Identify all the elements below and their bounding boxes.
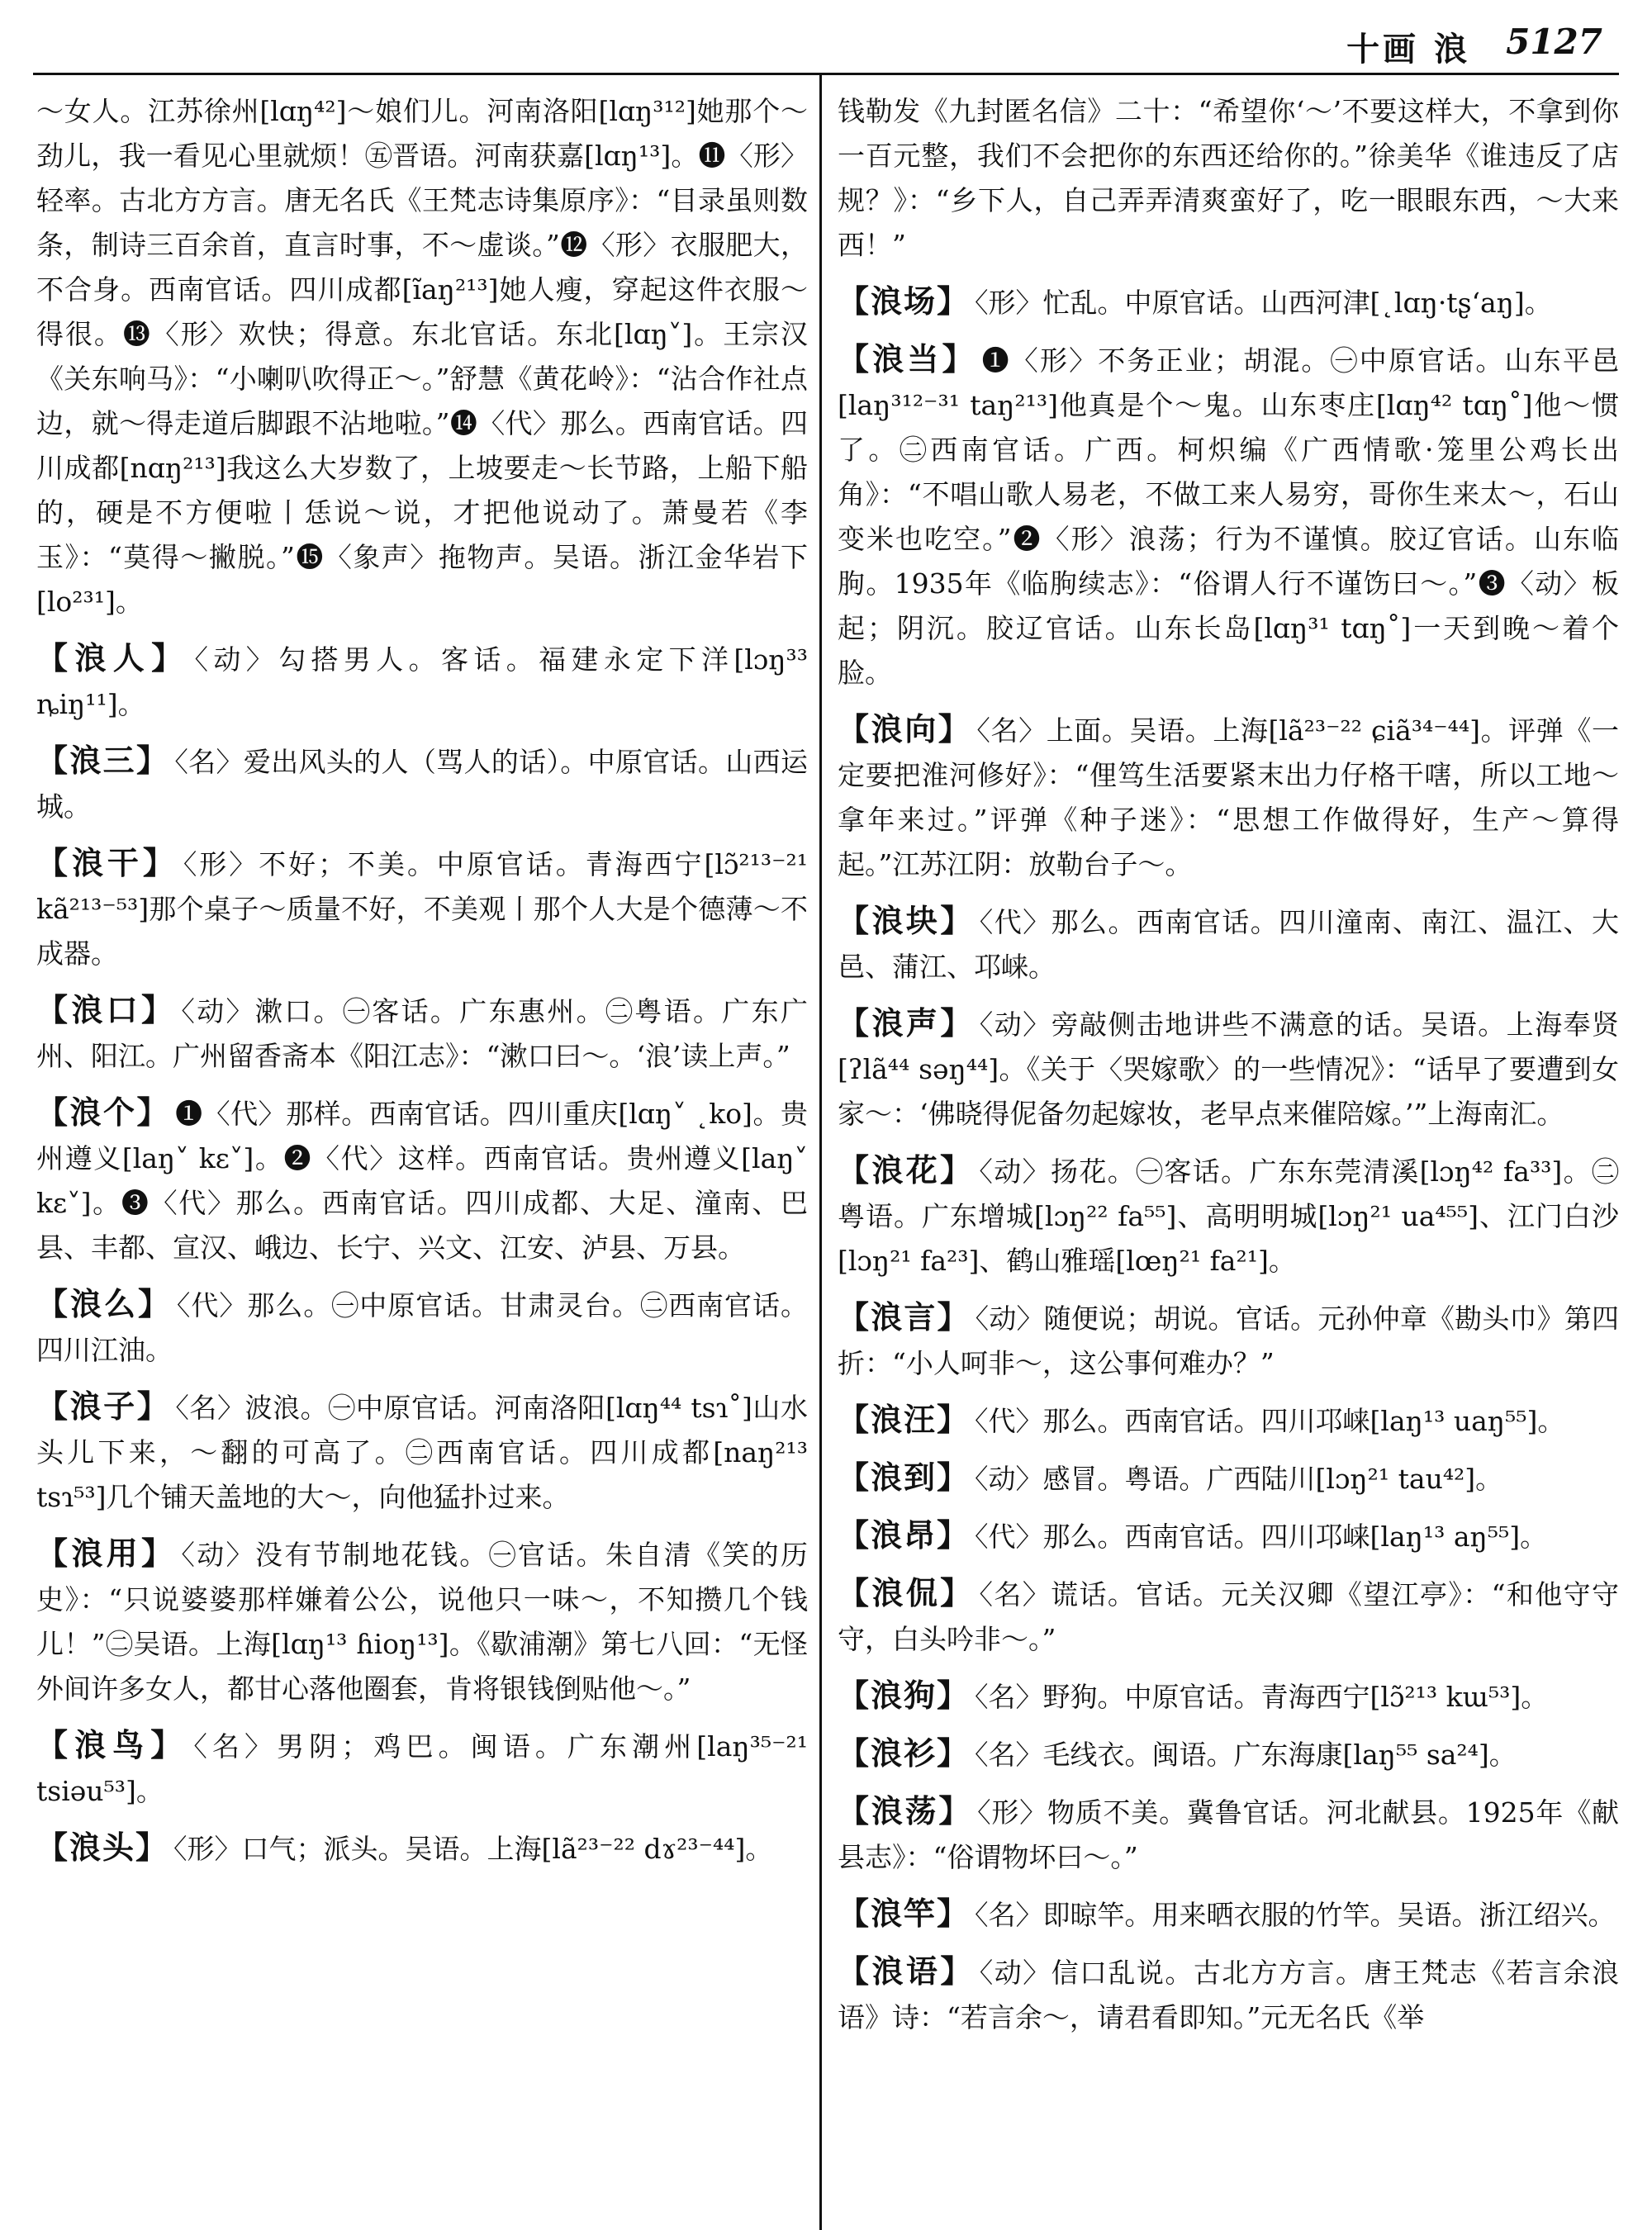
entry-headword: 【浪头】 (36, 1829, 169, 1866)
entry-definition: 〈名〉爱出风头的人（骂人的话）。中原官话。山西运城。 (36, 746, 808, 823)
entry-headword: 【浪三】 (36, 743, 170, 779)
entry-definition: 〈名〉野狗。中原官话。青海西宁[lɔ̃²¹³ kɯ⁵³]。 (975, 1681, 1549, 1713)
dictionary-entry (36, 738, 808, 829)
entry-definition: 〈动〉没有节制地花钱。㊀官话。朱自清《笑的历史》：“只说婆婆那样嫌着公公，说他只一味～，不知攒几个钱儿！”㊁吴语。上海[lɑŋ¹³ ɦioŋ¹³]。《歇浦潮》第七八回：“无怪外间许多女人，都甘心落他圈套，肯将银钱倒贴他～。” (36, 1539, 808, 1705)
entry-headword: 【浪向】 (838, 711, 972, 747)
dictionary-entry (36, 988, 808, 1079)
entry-headword: 【浪块】 (838, 903, 975, 939)
entry-headword: 【浪场】 (838, 283, 971, 320)
entry-definition: ❶〈代〉那样。西南官话。四川重庆[lɑŋ˅ ˛ko]。贵州遵义[laŋ˅ kɛ˅]。❷〈代〉这样。西南官话。贵州遵义[laŋ˅ kɛ˅]。❸〈代〉那么。西南官话。四川成都、大足、潼南、巴县、丰都、宣汉、峨边、长宁、兴文、江安、泸县、万县。 (36, 1098, 808, 1264)
entry-definition: 〈名〉波浪。㊀中原官话。河南洛阳[lɑŋ⁴⁴ tsɿ˚]山水头儿下来，～翻的可高了。㊁西南官话。四川成都[naŋ²¹³ tsɿ⁵³]几个铺天盖地的大～，向他猛扑过来。 (36, 1392, 808, 1513)
column-divider (819, 73, 822, 2230)
entry-definition: 〈动〉扬花。㊀客话。广东东莞清溪[lɔŋ⁴² fa³³]。㊁粤语。广东增城[lɔŋ²² fa⁵⁵]、高明明城[lɔŋ²¹ ua⁴⁵⁵]、江门白沙[lɔŋ²¹ fa²³]、鹤山雅瑶[lœŋ²¹ fa²¹]。 (838, 1155, 1619, 1277)
dictionary-entry (838, 1789, 1619, 1880)
entry-headword: 【浪衫】 (838, 1735, 971, 1772)
dictionary-entry (838, 1455, 1619, 1502)
dictionary-entry (36, 1531, 808, 1711)
dictionary-entry (838, 899, 1619, 989)
running-head: 十画 浪 (1346, 30, 1470, 69)
entry-headword: 【浪用】 (36, 1535, 177, 1572)
page-header (0, 15, 1652, 73)
entry-definition: 〈动〉信口乱说。古北方方言。唐王梵志《若言余浪语》诗：“若言余～，请君看即知。”元无名氏《举 (838, 1957, 1619, 2033)
entry-definition: 〈代〉那么。西南官话。四川潼南、南江、温江、大邑、蒲江、邛崃。 (838, 906, 1619, 983)
entry-headword: 【浪侃】 (838, 1575, 975, 1611)
dictionary-entry (838, 1295, 1619, 1386)
entry-definition: 〈形〉不好；不美。中原官话。青海西宁[lɔ̃²¹³⁻²¹ kã²¹³⁻⁵³]那个桌子～质量不好，不美观丨那个人大是个德薄～不成器。 (36, 848, 808, 970)
entry-definition: 〈名〉毛线衣。闽语。广东海康[laŋ⁵⁵ sa²⁴]。 (975, 1739, 1517, 1771)
dictionary-entry (36, 636, 808, 727)
dictionary-entry (838, 1397, 1619, 1444)
entry-headword: 【浪言】 (838, 1299, 971, 1336)
dictionary-entry (838, 1731, 1619, 1777)
entry-headword: 【浪人】 (36, 640, 190, 676)
entry-definition: 〈代〉那么。西南官话。四川邛崃[laŋ¹³ aŋ⁵⁵]。 (975, 1521, 1548, 1553)
entry-definition: 〈代〉那么。西南官话。四川邛崃[laŋ¹³ uaŋ⁵⁵]。 (975, 1405, 1565, 1437)
dictionary-entry (838, 1513, 1619, 1559)
entry-headword: 【浪子】 (36, 1388, 171, 1425)
dictionary-entry (838, 1571, 1619, 1662)
dictionary-entry (838, 1148, 1619, 1283)
entry-headword: 【浪当】 (838, 341, 977, 377)
dictionary-entry (36, 1090, 808, 1270)
entry-definition: 〈名〉男阴；鸡巴。闽语。广东潮州[laŋ³⁵⁻²¹ tsiəu⁵³]。 (36, 1730, 808, 1807)
dictionary-entry (838, 707, 1619, 887)
entry-headword: 【浪汪】 (838, 1402, 971, 1438)
dictionary-entry (838, 337, 1619, 695)
entry-headword: 【浪么】 (36, 1286, 172, 1322)
entry-definition: 〈名〉上面。吴语。上海[lã²³⁻²² ɕiã³⁴⁻⁴⁴]。评弹《一定要把淮河修好》：“俚笃生活要紧末出力仔格干嗐，所以工地～拿年来过。”评弹《种子迷》：“思想工作做得好，生产～算得起。”江苏江阴：放勒台子～。 (838, 714, 1619, 880)
dictionary-entry (36, 1723, 808, 1814)
entry-definition: 〈形〉忙乱。中原官话。山西河津[˛lɑŋ·tʂʻaŋ]。 (975, 287, 1552, 319)
dictionary-entry (36, 1282, 808, 1373)
entry-headword: 【浪狗】 (838, 1677, 971, 1714)
dictionary-entry (838, 1949, 1619, 2040)
entry-definition: 〈名〉谎话。官话。元关汉卿《望江亭》：“和他守守守，白头吟非～。” (838, 1578, 1619, 1655)
entry-headword: 【浪鸟】 (36, 1727, 189, 1763)
entry-headword: 【浪花】 (838, 1152, 975, 1189)
entry-definition: 〈形〉口气；派头。吴语。上海[lã²³⁻²² dɤ²³⁻⁴⁴]。 (173, 1833, 773, 1865)
dictionary-entry (36, 841, 808, 976)
entry-headword: 【浪竿】 (838, 1896, 971, 1932)
continued-entry-text: ～女人。江苏徐州[lɑŋ⁴²]～娘们儿。河南洛阳[lɑŋ³¹²]她那个～劲儿，我一看见心里就烦！㊄晋语。河南获嘉[lɑŋ¹³]。⓫〈形〉轻率。古北方方言。唐无名氏《王梵志诗集原序》：“目录虽则数条，制诗三百余首，直言时事，不～虚谈。”⓬〈形〉衣服肥大，不合身。西南官话。四川成都[ĩaŋ²¹³]她人瘦，穿起这件衣服～得很。⓭〈形〉欢快；得意。东北官话。东北[lɑŋ˅]。王宗汉《关东响马》：“小喇叭吹得正～。”舒慧《黄花岭》：“沾合作社点边，就～得走道后脚跟不沾地啦。”⓮〈代〉那么。西南官话。四川成都[nɑŋ²¹³]我这么大岁数了，上坡要走～长节路，上船下船的，硬是不方便啦丨恁说～说，才把他说动了。萧曼若《李玉》：“莫得～撇脱。”⓯〈象声〉拖物声。吴语。浙江金华岩下[lo²³¹]。 (36, 95, 808, 618)
dictionary-entry (838, 1001, 1619, 1136)
dictionary-entry (838, 1673, 1619, 1720)
entry-definition: 〈动〉勾搭男人。客话。福建永定下洋[lɔŋ³³ ȵiŋ¹¹]。 (36, 643, 808, 720)
entry-definition: 〈动〉漱口。㊀客话。广东惠州。㊁粤语。广东广州、阳江。广州留香斋本《阳江志》：“漱口曰～。‘浪’读上声。” (36, 995, 808, 1072)
dictionary-entry (36, 1825, 808, 1872)
entry-definition: 〈动〉随便说；胡说。官话。元孙仲章《勘头巾》第四折：“小人呵非～，这公事何难办？” (838, 1302, 1619, 1379)
left-column (36, 89, 808, 2213)
entry-headword: 【浪到】 (838, 1459, 971, 1496)
entry-headword: 【浪声】 (838, 1005, 975, 1041)
entry-headword: 【浪荡】 (838, 1793, 973, 1829)
header-rule (33, 73, 1619, 75)
continued-entry-text: 钱勒发《九封匿名信》二十：“希望你‘～’不要这样大，不拿到你一百元整，我们不会把你的东西还给你的。”徐美华《谁违反了店规？》：“乡下人，自己弄弄清爽蛮好了，吃一眼眼东西，～大来西！” (838, 95, 1619, 261)
entry-headword: 【浪昂】 (838, 1517, 971, 1554)
dictionary-entry (36, 1384, 808, 1520)
entry-definition: ❶〈形〉不务正业；胡混。㊀中原官话。山东平邑[laŋ³¹²⁻³¹ taŋ²¹³]他真是个～鬼。山东枣庄[lɑŋ⁴² tɑŋ˚]他～惯了。㊁西南官话。广西。柯炽编《广西情歌·笼里公鸡长出角》：“不唱山歌人易老，不做工来人易穷，哥你生来太～，石山变米也吃空。”❷〈形〉浪荡；行为不谨慎。胶辽官话。山东临朐。1935年《临朐续志》：“俗谓人行不谨饬曰～。”❸〈动〉板起；阴沉。胶辽官话。山东长岛[lɑŋ³¹ tɑŋ˚]一天到晚～着个脸。 (838, 344, 1619, 689)
entry-headword: 【浪口】 (36, 992, 177, 1028)
entry-definition: 〈形〉物质不美。冀鲁官话。河北献县。1925年《献县志》：“俗谓物坏曰～。” (838, 1796, 1619, 1873)
entry-definition: 〈动〉感冒。粤语。广西陆川[lɔŋ²¹ tau⁴²]。 (975, 1463, 1503, 1495)
page-number: 5127 (1506, 21, 1602, 62)
right-column (838, 89, 1619, 2213)
dictionary-entry (838, 1891, 1619, 1938)
entry-headword: 【浪干】 (36, 845, 178, 881)
entry-definition: 〈代〉那么。㊀中原官话。甘肃灵台。㊁西南官话。四川江油。 (36, 1289, 808, 1366)
entry-definition: 〈动〉旁敲侧击地讲些不满意的话。吴语。上海奉贤[ʔlã⁴⁴ səŋ⁴⁴]。《关于〈哭嫁歌〉的一些情况》：“话早了要遭到女家～：‘佛晓得伲备勿起嫁妆，老早点来催陪嫁。’”上海南汇。 (838, 1008, 1619, 1130)
dictionary-entry (838, 279, 1619, 325)
entry-headword: 【浪语】 (838, 1953, 975, 1990)
entry-definition: 〈名〉即晾竿。用来晒衣服的竹竿。吴语。浙江绍兴。 (975, 1899, 1616, 1931)
entry-headword: 【浪个】 (36, 1094, 171, 1131)
